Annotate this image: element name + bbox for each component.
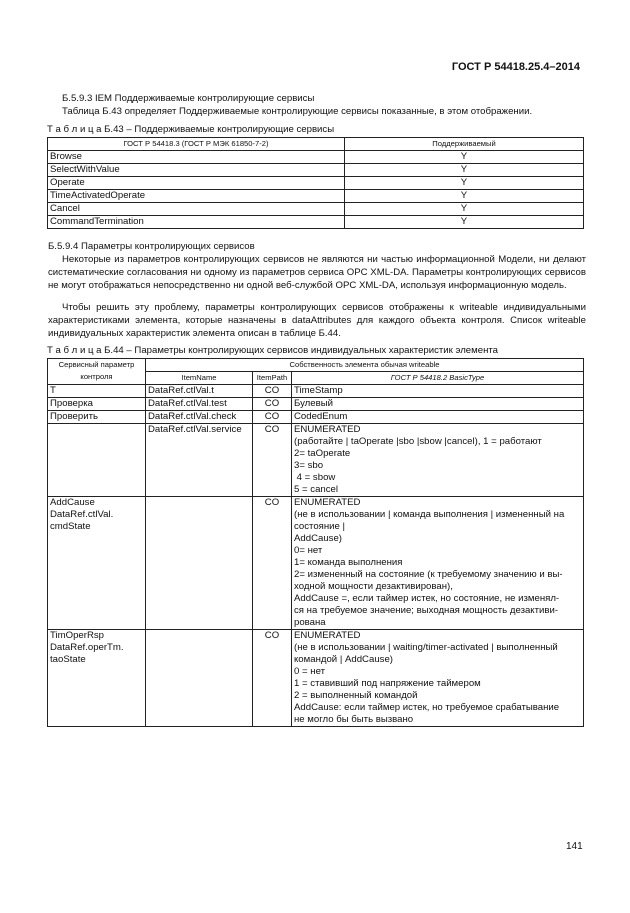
table-b43-row — [48, 216, 584, 229]
table-b43-service-cell: Cancel — [48, 203, 345, 216]
table-b44-basictype-line: состояние | — [294, 521, 346, 532]
table-b44-basictype-cell — [292, 497, 584, 630]
table-b44-param-line: DataRef.operTm. — [50, 642, 124, 653]
table-b43-supported-cell: Y — [345, 203, 584, 216]
table-b43-row — [48, 177, 584, 190]
table-b44-basictype-line: ходной мощности дезактивирован), — [294, 581, 453, 592]
table-b44-param-cell — [48, 424, 146, 497]
table-b44-param-line: DataRef.ctlVal. — [50, 509, 114, 520]
table-b44-basictype-line: ENUMERATED — [294, 630, 361, 641]
table-b44-param-line: TimOperRsp — [50, 630, 105, 641]
table-b44-basictype-line: TimeStamp — [294, 385, 343, 396]
table-b44-itempath-cell: CO — [253, 497, 292, 630]
section-b593-text: Таблица Б.43 определяет Поддерживаемые контролирующие сервисы показанные, в этом отображении. — [62, 106, 533, 117]
section-b593-title: Б.5.9.3 IEM Поддерживаемые контролирующие сервисы — [62, 93, 315, 104]
table-b44-basictype-line: 0 = нет — [294, 666, 325, 677]
table-b43-row — [48, 151, 584, 164]
table-b43-supported-cell: Y — [345, 151, 584, 164]
table-b44-param-cell — [48, 497, 146, 630]
table-b44-caption: Т а б л и ц а Б.44 – Параметры контролирующих сервисов индивидуальных характеристик элемента — [47, 345, 498, 356]
table-b44-basictype-line: ENUMERATED — [294, 497, 361, 508]
table-b43 — [47, 137, 584, 229]
document-header: ГОСТ Р 54418.25.4–2014 — [451, 61, 580, 73]
table-b44-row — [48, 411, 584, 424]
table-b44-basictype-cell — [292, 630, 584, 727]
table-b44-row — [48, 630, 584, 727]
table-b44-basictype-line: (не в использовании | waiting/timer-activated | выполненный — [294, 642, 558, 653]
table-b44-row — [48, 424, 584, 497]
table-b43-supported-cell: Y — [345, 190, 584, 203]
table-b44-basictype-cell — [292, 398, 584, 411]
table-b43-service-cell: Browse — [48, 151, 345, 164]
table-b44-basictype-line: (работайте | taOperate |sbo |sbow |cancel), 1 = работают — [294, 436, 542, 447]
table-b44-basictype-line: 2 = выполненный командой — [294, 690, 418, 701]
table-b44-param-line: taoState — [50, 654, 86, 665]
table-b43-supported-cell: Y — [345, 216, 584, 229]
table-b44-param-line: Проверить — [50, 411, 98, 422]
page-number: 141 — [566, 841, 583, 852]
table-b44-param-cell — [48, 385, 146, 398]
table-b44-basictype-line: ENUMERATED — [294, 424, 361, 435]
table-b44-basictype-line: 2= измененный на состояние (к требуемому значению и вы- — [294, 569, 563, 580]
table-b44-basictype-line: 1 = ставивший под напряжение таймером — [294, 678, 481, 689]
table-b44-row — [48, 385, 584, 398]
table-b43-row — [48, 164, 584, 177]
table-b44-basictype-line: 2= taOperate — [294, 448, 351, 459]
table-b44-itempath-cell: CO — [253, 424, 292, 497]
table-b44-basictype-cell — [292, 411, 584, 424]
table-b44-basictype-line: Булевый — [294, 398, 333, 409]
table-b44-itempath-cell: CO — [253, 398, 292, 411]
table-b44-basictype-line: 4 = sbow — [294, 472, 336, 483]
table-b44-itemname-cell — [146, 630, 253, 727]
table-b44-param-cell — [48, 398, 146, 411]
table-b44-header-group: Собственность элемента обычая writeable — [146, 359, 584, 372]
table-b44-itemname-cell: DataRef.ctlVal.check — [146, 411, 253, 424]
table-b44-itempath-cell: CO — [253, 385, 292, 398]
table-b43-service-cell: SelectWithValue — [48, 164, 345, 177]
table-b44-itemname-cell: DataRef.ctlVal.test — [146, 398, 253, 411]
table-b44-basictype-line: AddCause: если таймер истек, но требуемое срабатывание — [294, 702, 560, 713]
table-b43-row — [48, 190, 584, 203]
table-b44-param-line: AddCause — [50, 497, 95, 508]
table-b44-basictype-line: 5 = cancel — [294, 484, 339, 495]
table-b43-caption: Т а б л и ц а Б.43 – Поддерживаемые контролирующие сервисы — [47, 124, 335, 135]
table-b43-service-cell: TimeActivatedOperate — [48, 190, 345, 203]
table-b44-header-basictype: ГОСТ Р 54418.2 BasicType — [292, 372, 584, 385]
table-b43-service-cell: CommandTermination — [48, 216, 345, 229]
table-b44-basictype-line: 0= нет — [294, 545, 323, 556]
table-b43-header-standard: ГОСТ Р 54418.3 (ГОСТ Р МЭК 61850-7-2) — [48, 138, 345, 151]
table-b44-param-cell — [48, 630, 146, 727]
table-b44-param-line: Проверка — [50, 398, 93, 409]
table-b44-basictype-line: не могло бы быть вызвано — [294, 714, 414, 725]
table-b44-header-itemname: ItemName — [146, 372, 253, 385]
section-b594-paragraph-1: Некоторые из параметров контролирующих сервисов не являются ни частью информационной Модели, ни делают систематические согласования ни одному из параметров сервиса OPC XML-DA. Параметры контролирующих сервисов не могут отображаться непосредственно ни одной веб-службой OPC XML-DA, используя информационную модель. — [48, 254, 586, 291]
section-b594-title: Б.5.9.4 Параметры контролирующих сервисов — [48, 241, 255, 252]
table-b44-row — [48, 398, 584, 411]
table-b44-basictype-cell — [292, 385, 584, 398]
table-b44-param-line: cmdState — [50, 521, 91, 532]
table-b43-service-cell: Operate — [48, 177, 345, 190]
table-b43-supported-cell: Y — [345, 164, 584, 177]
table-b44-itemname-cell — [146, 497, 253, 630]
table-b44-basictype-line: 3= sbo — [294, 460, 324, 471]
table-b43-header-supported: Поддерживаемый — [345, 138, 584, 151]
table-b44-basictype-line: AddCause) — [294, 533, 342, 544]
table-b44-basictype-line: 1= команда выполнения — [294, 557, 403, 568]
section-b594-paragraph-2: Чтобы решить эту проблему, параметры контролирующих сервисов отображены к writeable индивидуальными характеристиками элемента, которые назначены в dataAttributes для каждого объекта контроля. Список writeable индивидуальных характеристик элемента описан в таблице Б.44. — [48, 302, 586, 339]
table-b44-basictype-line: командой | AddCause) — [294, 654, 393, 665]
table-b44-row — [48, 497, 584, 630]
table-b44 — [47, 358, 584, 727]
table-b44-itempath-cell: CO — [253, 630, 292, 727]
table-b44-basictype-line: (не в использовании | команда выполнения | измененный на — [294, 509, 565, 520]
table-b44-basictype-line: CodedEnum — [294, 411, 348, 422]
table-b43-supported-cell: Y — [345, 177, 584, 190]
table-b43-row — [48, 203, 584, 216]
table-b44-basictype-line: AddCause =, если таймер истек, но состояние, не изменял- — [294, 593, 560, 604]
table-b44-basictype-line: рована — [294, 617, 326, 628]
table-b44-header-itempath: ItemPath — [253, 372, 292, 385]
table-b44-param-line: T — [50, 385, 56, 396]
table-b44-itemname-cell: DataRef.ctlVal.service — [146, 424, 253, 497]
table-b44-itemname-cell: DataRef.ctlVal.t — [146, 385, 253, 398]
table-b44-basictype-cell — [292, 424, 584, 497]
table-b44-basictype-line: ся на требуемое значение; выходная мощность дезактиви- — [294, 605, 559, 616]
table-b44-header-param: Сервисный параметр контроля — [48, 359, 146, 385]
table-b44-itempath-cell: CO — [253, 411, 292, 424]
table-b44-param-cell — [48, 411, 146, 424]
